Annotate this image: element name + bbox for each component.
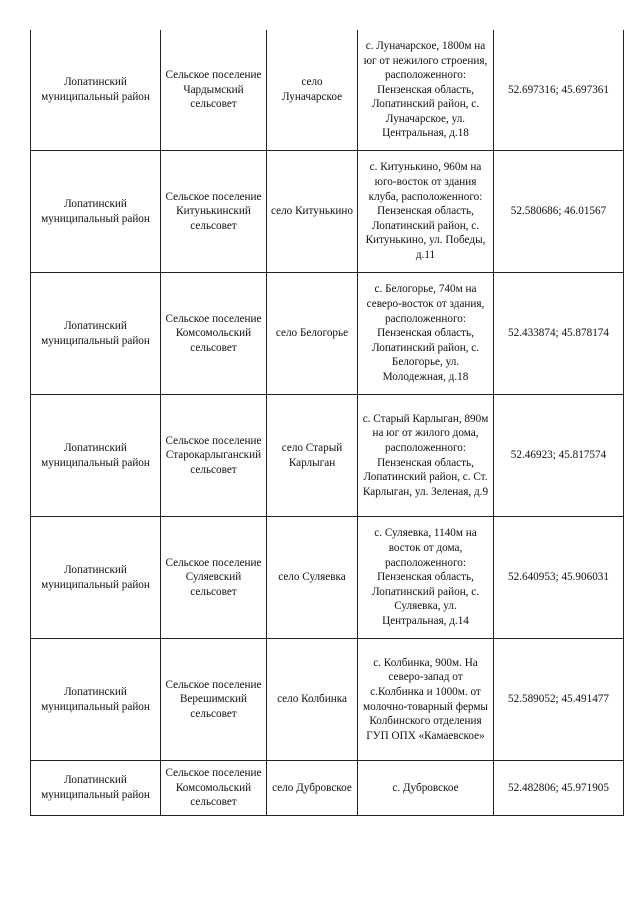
table-row <box>31 30 624 151</box>
district-cell: Лопатинский муниципальный район <box>31 639 161 761</box>
district-cell: Лопатинский муниципальный район <box>31 151 161 273</box>
settlement-cell: Сельское поселение Старокарлыганский сельсовет <box>161 395 267 517</box>
settlement-cell: Сельское поселение Китунькинский сельсовет <box>161 151 267 273</box>
settlement-cell: Сельское поселение Верешимский сельсовет <box>161 639 267 761</box>
locality-cell: село Китунькино <box>267 151 358 273</box>
locality-cell: село Колбинка <box>267 639 358 761</box>
coordinates-cell: 52.697316; 45.697361 <box>494 30 624 151</box>
district-cell: Лопатинский муниципальный район <box>31 30 161 151</box>
coordinates-cell: 52.482806; 45.971905 <box>494 761 624 816</box>
description-cell: с. Луначарское, 1800м на юг от нежилого строения, расположенного: Пензенская область, Лопатинский район, с. Луначарское, ул. Центральная, д.18 <box>358 30 494 151</box>
description-cell: с. Китунькино, 960м на юго-восток от здания клуба, расположенного: Пензенская область, Лопатинский район, с. Китунькино, ул. Победы, д.11 <box>358 151 494 273</box>
description-cell: с. Суляевка, 1140м на восток от дома, расположенного: Пензенская область, Лопатинский район, с. Суляевка, ул. Центральная, д.14 <box>358 517 494 639</box>
description-cell: с. Старый Карлыган, 890м на юг от жилого дома, расположенного: Пензенская область, Лопатинский район, с. Ст. Карлыган, ул. Зеленая, д.9 <box>358 395 494 517</box>
locality-cell: село Старый Карлыган <box>267 395 358 517</box>
coordinates-cell: 52.589052; 45.491477 <box>494 639 624 761</box>
coordinates-cell: 52.46923; 45.817574 <box>494 395 624 517</box>
coordinates-cell: 52.580686; 46.01567 <box>494 151 624 273</box>
table-row <box>31 761 624 816</box>
locality-cell: село Луначарское <box>267 30 358 151</box>
description-cell: с. Дубровское <box>358 761 494 816</box>
description-cell: с. Белогорье, 740м на северо-восток от здания, расположенного: Пензенская область, Лопатинский район, с. Белогорье, ул. Молодежная, д.18 <box>358 273 494 395</box>
district-cell: Лопатинский муниципальный район <box>31 395 161 517</box>
locality-cell: село Белогорье <box>267 273 358 395</box>
coordinates-cell: 52.640953; 45.906031 <box>494 517 624 639</box>
settlement-cell: Сельское поселение Чардымский сельсовет <box>161 30 267 151</box>
sites-table <box>30 30 624 816</box>
district-cell: Лопатинский муниципальный район <box>31 761 161 816</box>
table-row <box>31 151 624 273</box>
locality-cell: село Суляевка <box>267 517 358 639</box>
table-row <box>31 395 624 517</box>
coordinates-cell: 52.433874; 45.878174 <box>494 273 624 395</box>
locality-cell: село Дубровское <box>267 761 358 816</box>
description-cell: с. Колбинка, 900м. На северо-запад от с.Колбинка и 1000м. от молочно-товарный фермы Колбинского отделения ГУП ОПХ «Камаевское» <box>358 639 494 761</box>
settlement-cell: Сельское поселение Комсомольский сельсовет <box>161 761 267 816</box>
district-cell: Лопатинский муниципальный район <box>31 517 161 639</box>
district-cell: Лопатинский муниципальный район <box>31 273 161 395</box>
table-row <box>31 273 624 395</box>
table-row <box>31 639 624 761</box>
table-row <box>31 517 624 639</box>
settlement-cell: Сельское поселение Суляевский сельсовет <box>161 517 267 639</box>
settlement-cell: Сельское поселение Комсомольский сельсовет <box>161 273 267 395</box>
